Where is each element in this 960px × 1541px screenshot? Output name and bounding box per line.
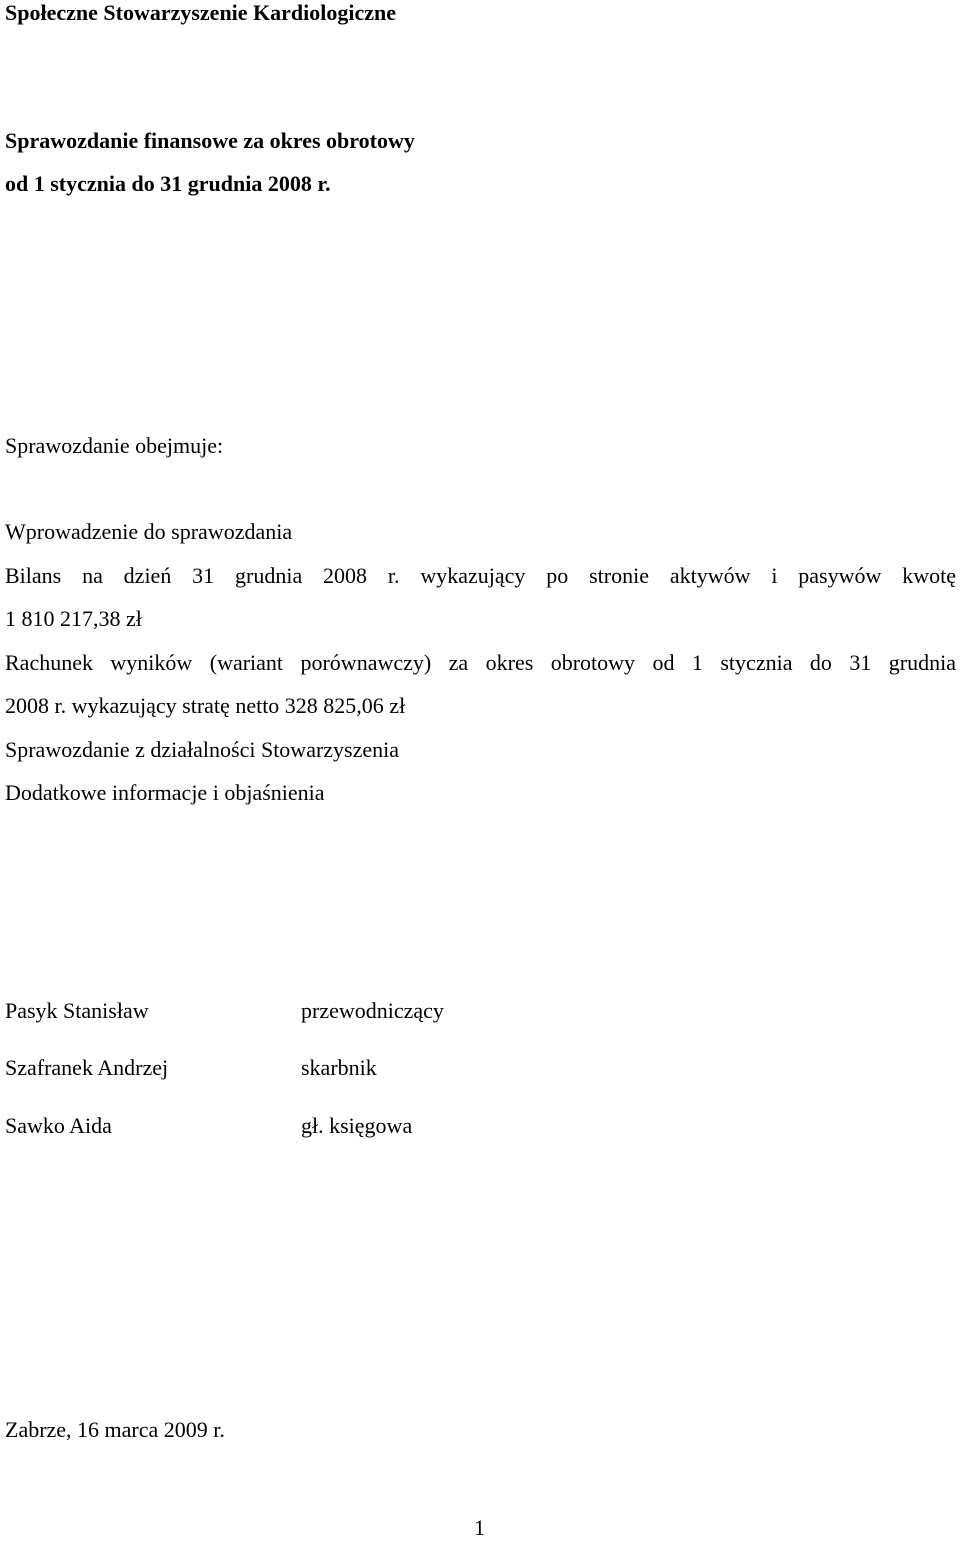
contents-item: Wprowadzenie do sprawozdania [5, 519, 293, 544]
signatory-role: gł. księgowa [301, 1113, 413, 1138]
place-date: Zabrze, 16 marca 2009 r. [5, 1417, 225, 1442]
contents-item: Bilans na dzień 31 grudnia 2008 r. wykazujący po stronie aktywów i pasywów kwotę [5, 563, 956, 588]
contents-item: 2008 r. wykazujący stratę netto 328 825,06 zł [5, 693, 406, 718]
signatory-role: skarbnik [301, 1055, 377, 1080]
organization-name: Społeczne Stowarzyszenie Kardiologiczne [5, 0, 397, 25]
signatory-role: przewodniczący [301, 998, 444, 1023]
contents-item: Dodatkowe informacje i objaśnienia [5, 780, 325, 805]
report-title-line1: Sprawozdanie finansowe za okres obrotowy [5, 128, 415, 153]
report-title-line2: od 1 stycznia do 31 grudnia 2008 r. [5, 171, 331, 196]
contents-item: 1 810 217,38 zł [5, 606, 142, 631]
signatory-name: Szafranek Andrzej [5, 1055, 169, 1080]
contents-intro: Sprawozdanie obejmuje: [5, 433, 224, 458]
page-number: 1 [474, 1515, 485, 1540]
signatory-name: Pasyk Stanisław [5, 998, 149, 1023]
contents-item: Sprawozdanie z działalności Stowarzyszenia [5, 737, 400, 762]
contents-item: Rachunek wyników (wariant porównawczy) za okres obrotowy od 1 stycznia do 31 grudnia [5, 650, 956, 675]
signatory-name: Sawko Aida [5, 1113, 112, 1138]
